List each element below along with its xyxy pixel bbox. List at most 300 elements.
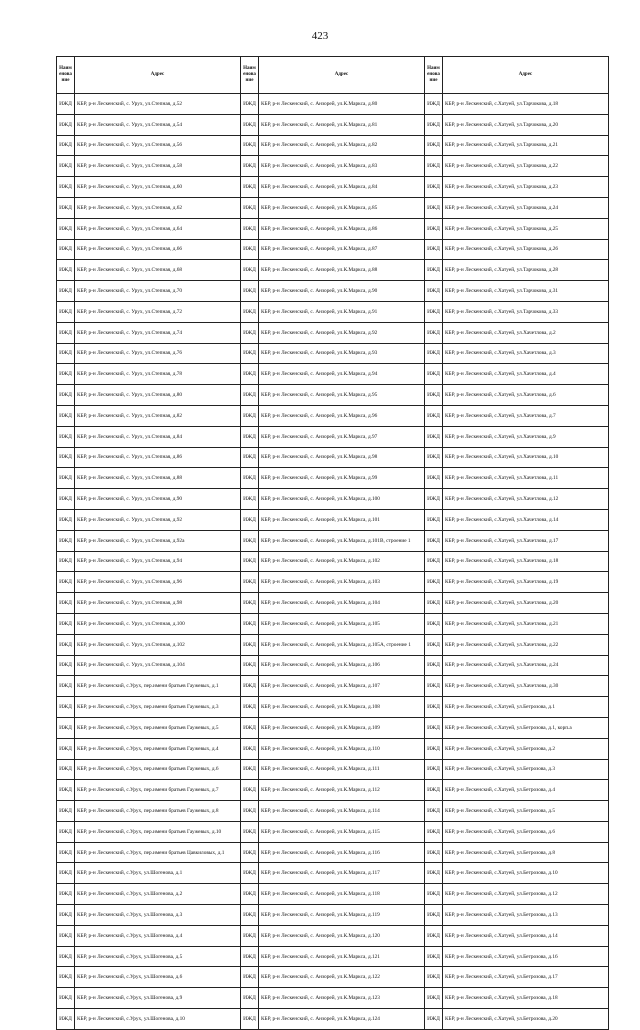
address-cell: КБР, р-н Лескенский, с.Хатуей, ул.Хачетлова, д.17 (443, 530, 609, 551)
address-cell: КБР, р-н Лескенский, с.Хатуей, ул.Хачетлова, д.30 (443, 676, 609, 697)
address-cell: КБР, р-н Лескенский, с. Урух, ул.Степная, д.76 (75, 343, 241, 364)
table-row (57, 322, 609, 343)
address-cell: КБР, р-н Лескенский, с.Хатуей, ул.Хачетлова, д.24 (443, 655, 609, 676)
object-type-cell: ИЖД (425, 780, 443, 801)
table-row (57, 156, 609, 177)
table-row (57, 177, 609, 198)
address-cell: КБР, р-н Лескенский, с. Урух, ул.Степная, д.86 (75, 447, 241, 468)
object-type-cell: ИЖД (241, 967, 259, 988)
address-cell: КБР, р-н Лескенский, с.Хатуей, ул.Бетрозова, д.3 (443, 759, 609, 780)
address-cell: КБР, р-н Лескенский, с.Хатуей, ул.Бетрозова, д.17 (443, 967, 609, 988)
object-type-cell: ИЖД (425, 905, 443, 926)
object-type-cell: ИЖД (241, 239, 259, 260)
address-cell: КБР, р-н Лескенский, с.Хатуей, ул.Хачетлова, д.2 (443, 322, 609, 343)
address-cell: КБР, р-н Лескенский, с. Анзорей, ул.К.Маркса, д.98 (259, 447, 425, 468)
address-cell: КБР, р-н Лескенский, с.Хатуей, ул.Бетрозова, д.2 (443, 738, 609, 759)
address-cell: КБР, р-н Лескенский, с.Урух, пер.имени братьев Гаужевых, д.4 (75, 738, 241, 759)
type-header: Наим енова ние (241, 57, 259, 94)
address-cell: КБР, р-н Лескенский, с. Анзорей, ул.К.Маркса, д.102 (259, 551, 425, 572)
address-cell: КБР, р-н Лескенский, с.Хатуей, ул.Бетрозова, д.1 (443, 697, 609, 718)
table-row (57, 343, 609, 364)
address-cell: КБР, р-н Лескенский, с. Анзорей, ул.К.Маркса, д.107 (259, 676, 425, 697)
object-type-cell: ИЖД (57, 676, 75, 697)
address-cell: КБР, р-н Лескенский, с. Урух, ул.Степная, д.94 (75, 551, 241, 572)
type-header: Наим енова ние (57, 57, 75, 94)
address-cell: КБР, р-н Лескенский, с.Урух, ул.Шогенова, д.6 (75, 967, 241, 988)
object-type-cell: ИЖД (425, 593, 443, 614)
address-cell: КБР, р-н Лескенский, с. Урух, ул.Степная, д.72 (75, 301, 241, 322)
table-row (57, 447, 609, 468)
object-type-cell: ИЖД (57, 946, 75, 967)
address-cell: КБР, р-н Лескенский, с.Хатуей, ул.Тарчокова, д.28 (443, 260, 609, 281)
address-cell: КБР, р-н Лескенский, с.Хатуей, ул.Бетрозова, д.1, корп.а (443, 717, 609, 738)
object-type-cell: ИЖД (57, 322, 75, 343)
address-cell: КБР, р-н Лескенский, с. Урух, ул.Степная, д.98 (75, 593, 241, 614)
object-type-cell: ИЖД (425, 697, 443, 718)
address-cell: КБР, р-н Лескенский, с. Анзорей, ул.К.Маркса, д.108 (259, 697, 425, 718)
address-cell: КБР, р-н Лескенский, с. Анзорей, ул.К.Маркса, д.124 (259, 1009, 425, 1030)
object-type-cell: ИЖД (241, 177, 259, 198)
address-cell: КБР, р-н Лескенский, с. Анзорей, ул.К.Маркса, д.114 (259, 801, 425, 822)
address-cell: КБР, р-н Лескенский, с.Хатуей, ул.Хачетлова, д.3 (443, 343, 609, 364)
address-cell: КБР, р-н Лескенский, с. Урух, ул.Степная, д.60 (75, 177, 241, 198)
object-type-cell: ИЖД (241, 94, 259, 115)
table-row (57, 135, 609, 156)
address-cell: КБР, р-н Лескенский, с. Анзорей, ул.К.Маркса, д.82 (259, 135, 425, 156)
table-row (57, 551, 609, 572)
object-type-cell: ИЖД (425, 239, 443, 260)
address-cell: КБР, р-н Лескенский, с.Хатуей, ул.Бетрозова, д.20 (443, 1009, 609, 1030)
object-type-cell: ИЖД (57, 385, 75, 406)
address-cell: КБР, р-н Лескенский, с.Хатуей, ул.Тарчокова, д.21 (443, 135, 609, 156)
address-cell: КБР, р-н Лескенский, с. Урух, ул.Степная, д.104 (75, 655, 241, 676)
address-cell: КБР, р-н Лескенский, с. Анзорей, ул.К.Маркса, д.83 (259, 156, 425, 177)
address-cell: КБР, р-н Лескенский, с. Анзорей, ул.К.Маркса, д.99 (259, 468, 425, 489)
object-type-cell: ИЖД (57, 842, 75, 863)
object-type-cell: ИЖД (57, 489, 75, 510)
object-type-cell: ИЖД (241, 905, 259, 926)
object-type-cell: ИЖД (425, 468, 443, 489)
address-cell: КБР, р-н Лескенский, с.Хатуей, ул.Тарчокова, д.23 (443, 177, 609, 198)
object-type-cell: ИЖД (57, 655, 75, 676)
address-cell: КБР, р-н Лескенский, с. Урух, ул.Степная, д.90 (75, 489, 241, 510)
address-cell: КБР, р-н Лескенский, с.Хатуей, ул.Бетрозова, д.4 (443, 780, 609, 801)
table-row (57, 197, 609, 218)
object-type-cell: ИЖД (57, 551, 75, 572)
object-type-cell: ИЖД (241, 468, 259, 489)
table-row (57, 239, 609, 260)
address-cell: КБР, р-н Лескенский, с. Анзорей, ул.К.Маркса, д.104 (259, 593, 425, 614)
address-cell: КБР, р-н Лескенский, с.Хатуей, ул.Хачетлова, д.7 (443, 405, 609, 426)
object-type-cell: ИЖД (57, 572, 75, 593)
address-cell: КБР, р-н Лескенский, с. Анзорей, ул.К.Маркса, д.123 (259, 988, 425, 1009)
object-type-cell: ИЖД (241, 842, 259, 863)
table-row (57, 260, 609, 281)
object-type-cell: ИЖД (425, 281, 443, 302)
table-row (57, 593, 609, 614)
address-cell: КБР, р-н Лескенский, с. Урух, ул.Степная, д.78 (75, 364, 241, 385)
object-type-cell: ИЖД (241, 634, 259, 655)
table-row (57, 613, 609, 634)
object-type-cell: ИЖД (57, 530, 75, 551)
object-type-cell: ИЖД (425, 197, 443, 218)
object-type-cell: ИЖД (57, 1009, 75, 1030)
address-cell: КБР, р-н Лескенский, с.Хатуей, ул.Бетрозова, д.16 (443, 946, 609, 967)
address-cell: КБР, р-н Лескенский, с.Урух, пер.имени братьев Гаужевых, д.7 (75, 780, 241, 801)
address-cell: КБР, р-н Лескенский, с.Урух, пер.имени братьев Гаужевых, д.5 (75, 717, 241, 738)
address-cell: КБР, р-н Лескенский, с. Урух, ул.Степная, д.62 (75, 197, 241, 218)
table-row (57, 468, 609, 489)
address-cell: КБР, р-н Лескенский, с.Хатуей, ул.Бетрозова, д.5 (443, 801, 609, 822)
object-type-cell: ИЖД (425, 967, 443, 988)
object-type-cell: ИЖД (57, 301, 75, 322)
object-type-cell: ИЖД (57, 988, 75, 1009)
address-cell: КБР, р-н Лескенский, с.Хатуей, ул.Хачетлова, д.19 (443, 572, 609, 593)
object-type-cell: ИЖД (241, 364, 259, 385)
object-type-cell: ИЖД (425, 821, 443, 842)
object-type-cell: ИЖД (57, 468, 75, 489)
object-type-cell: ИЖД (241, 489, 259, 510)
address-cell: КБР, р-н Лескенский, с.Хатуей, ул.Хачетлова, д.12 (443, 489, 609, 510)
address-cell: КБР, р-н Лескенский, с. Урух, ул.Степная, д.64 (75, 218, 241, 239)
object-type-cell: ИЖД (425, 738, 443, 759)
address-cell: КБР, р-н Лескенский, с.Хатуей, ул.Тарчокова, д.18 (443, 94, 609, 115)
address-cell: КБР, р-н Лескенский, с.Хатуей, ул.Бетрозова, д.13 (443, 905, 609, 926)
object-type-cell: ИЖД (57, 780, 75, 801)
address-cell: КБР, р-н Лескенский, с. Урух, ул.Степная, д.54 (75, 114, 241, 135)
object-type-cell: ИЖД (241, 426, 259, 447)
address-cell: КБР, р-н Лескенский, с. Анзорей, ул.К.Маркса, д.105А, строение 1 (259, 634, 425, 655)
address-cell: КБР, р-н Лескенский, с.Урух, пер.имени братьев Цавкиловых, д.1 (75, 842, 241, 863)
object-type-cell: ИЖД (425, 301, 443, 322)
address-cell: КБР, р-н Лескенский, с. Анзорей, ул.К.Маркса, д.80 (259, 94, 425, 115)
object-type-cell: ИЖД (57, 135, 75, 156)
address-cell: КБР, р-н Лескенский, с. Урух, ул.Степная, д.52 (75, 94, 241, 115)
object-type-cell: ИЖД (425, 676, 443, 697)
address-cell: КБР, р-н Лескенский, с. Анзорей, ул.К.Маркса, д.94 (259, 364, 425, 385)
address-cell: КБР, р-н Лескенский, с. Анзорей, ул.К.Маркса, д.103 (259, 572, 425, 593)
table-row (57, 676, 609, 697)
object-type-cell: ИЖД (241, 551, 259, 572)
address-cell: КБР, р-н Лескенский, с. Анзорей, ул.К.Маркса, д.112 (259, 780, 425, 801)
table-row (57, 697, 609, 718)
object-type-cell: ИЖД (241, 572, 259, 593)
address-cell: КБР, р-н Лескенский, с.Хатуей, ул.Бетрозова, д.6 (443, 821, 609, 842)
object-type-cell: ИЖД (241, 260, 259, 281)
object-type-cell: ИЖД (57, 197, 75, 218)
object-type-cell: ИЖД (425, 509, 443, 530)
object-type-cell: ИЖД (57, 281, 75, 302)
object-type-cell: ИЖД (425, 801, 443, 822)
object-type-cell: ИЖД (241, 322, 259, 343)
object-type-cell: ИЖД (57, 738, 75, 759)
address-cell: КБР, р-н Лескенский, с.Хатуей, ул.Хачетлова, д.18 (443, 551, 609, 572)
address-cell: КБР, р-н Лескенский, с. Анзорей, ул.К.Маркса, д.101В, строение 1 (259, 530, 425, 551)
address-cell: КБР, р-н Лескенский, с. Урух, ул.Степная, д.74 (75, 322, 241, 343)
object-type-cell: ИЖД (57, 801, 75, 822)
table-row (57, 530, 609, 551)
object-type-cell: ИЖД (425, 988, 443, 1009)
address-cell: КБР, р-н Лескенский, с. Анзорей, ул.К.Маркса, д.118 (259, 884, 425, 905)
table-header-row (57, 57, 609, 94)
address-cell: КБР, р-н Лескенский, с.Урух, пер.имени братьев Гаужевых, д.3 (75, 697, 241, 718)
address-cell: КБР, р-н Лескенский, с.Хатуей, ул.Хачетлова, д.4 (443, 364, 609, 385)
address-header: Адрес (75, 57, 241, 94)
address-cell: КБР, р-н Лескенский, с. Анзорей, ул.К.Маркса, д.111 (259, 759, 425, 780)
address-cell: КБР, р-н Лескенский, с.Урух, ул.Шогенова, д.9 (75, 988, 241, 1009)
address-cell: КБР, р-н Лескенский, с. Анзорей, ул.К.Маркса, д.95 (259, 385, 425, 406)
object-type-cell: ИЖД (241, 780, 259, 801)
address-cell: КБР, р-н Лескенский, с. Анзорей, ул.К.Маркса, д.109 (259, 717, 425, 738)
object-type-cell: ИЖД (425, 260, 443, 281)
address-cell: КБР, р-н Лескенский, с.Хатуей, ул.Хачетлова, д.20 (443, 593, 609, 614)
table-row (57, 655, 609, 676)
address-cell: КБР, р-н Лескенский, с.Урух, пер.имени братьев Гаужевых, д.6 (75, 759, 241, 780)
object-type-cell: ИЖД (241, 988, 259, 1009)
object-type-cell: ИЖД (57, 759, 75, 780)
address-cell: КБР, р-н Лескенский, с.Хатуей, ул.Хачетлова, д.9 (443, 426, 609, 447)
address-cell: КБР, р-н Лескенский, с.Урух, ул.Шогенова, д.4 (75, 925, 241, 946)
object-type-cell: ИЖД (241, 385, 259, 406)
object-type-cell: ИЖД (425, 135, 443, 156)
address-cell: КБР, р-н Лескенский, с.Хатуей, ул.Тарчокова, д.31 (443, 281, 609, 302)
object-type-cell: ИЖД (57, 218, 75, 239)
object-type-cell: ИЖД (241, 343, 259, 364)
object-type-cell: ИЖД (241, 114, 259, 135)
object-type-cell: ИЖД (241, 613, 259, 634)
object-type-cell: ИЖД (241, 884, 259, 905)
address-cell: КБР, р-н Лескенский, с.Урух, пер.имени братьев Гаужевых, д.10 (75, 821, 241, 842)
address-cell: КБР, р-н Лескенский, с. Анзорей, ул.К.Маркса, д.122 (259, 967, 425, 988)
object-type-cell: ИЖД (241, 863, 259, 884)
address-cell: КБР, р-н Лескенский, с. Анзорей, ул.К.Маркса, д.115 (259, 821, 425, 842)
table-row (57, 572, 609, 593)
object-type-cell: ИЖД (425, 343, 443, 364)
object-type-cell: ИЖД (241, 405, 259, 426)
object-type-cell: ИЖД (241, 925, 259, 946)
address-cell: КБР, р-н Лескенский, с.Хатуей, ул.Хачетлова, д.11 (443, 468, 609, 489)
address-cell: КБР, р-н Лескенский, с. Анзорей, ул.К.Маркса, д.121 (259, 946, 425, 967)
address-cell: КБР, р-н Лескенский, с.Хатуей, ул.Бетрозова, д.14 (443, 925, 609, 946)
object-type-cell: ИЖД (425, 759, 443, 780)
object-type-cell: ИЖД (241, 697, 259, 718)
address-cell: КБР, р-н Лескенский, с. Анзорей, ул.К.Маркса, д.100 (259, 489, 425, 510)
table-row (57, 738, 609, 759)
address-cell: КБР, р-н Лескенский, с. Урух, ул.Степная, д.80 (75, 385, 241, 406)
object-type-cell: ИЖД (57, 593, 75, 614)
object-type-cell: ИЖД (57, 260, 75, 281)
address-header: Адрес (259, 57, 425, 94)
object-type-cell: ИЖД (425, 717, 443, 738)
object-type-cell: ИЖД (425, 530, 443, 551)
address-cell: КБР, р-н Лескенский, с.Хатуей, ул.Бетрозова, д.12 (443, 884, 609, 905)
table-row (57, 114, 609, 135)
object-type-cell: ИЖД (425, 94, 443, 115)
object-type-cell: ИЖД (57, 634, 75, 655)
object-type-cell: ИЖД (57, 447, 75, 468)
object-type-cell: ИЖД (425, 322, 443, 343)
object-type-cell: ИЖД (425, 572, 443, 593)
table-row (57, 759, 609, 780)
address-cell: КБР, р-н Лескенский, с. Урух, ул.Степная, д.84 (75, 426, 241, 447)
object-type-cell: ИЖД (425, 613, 443, 634)
table-row (57, 509, 609, 530)
table-row (57, 218, 609, 239)
address-cell: КБР, р-н Лескенский, с. Урух, ул.Степная, д.88 (75, 468, 241, 489)
table-row (57, 905, 609, 926)
address-cell: КБР, р-н Лескенский, с.Урух, ул.Шогенова, д.5 (75, 946, 241, 967)
object-type-cell: ИЖД (57, 509, 75, 530)
address-cell: КБР, р-н Лескенский, с. Урух, ул.Степная, д.58 (75, 156, 241, 177)
address-cell: КБР, р-н Лескенский, с.Хатуей, ул.Тарчокова, д.25 (443, 218, 609, 239)
object-type-cell: ИЖД (425, 489, 443, 510)
table-row (57, 426, 609, 447)
address-cell: КБР, р-н Лескенский, с.Хатуей, ул.Хачетлова, д.14 (443, 509, 609, 530)
table-row (57, 1009, 609, 1030)
address-cell: КБР, р-н Лескенский, с. Урух, ул.Степная, д.70 (75, 281, 241, 302)
address-cell: КБР, р-н Лескенский, с.Хатуей, ул.Хачетлова, д.21 (443, 613, 609, 634)
object-type-cell: ИЖД (425, 114, 443, 135)
object-type-cell: ИЖД (57, 364, 75, 385)
object-type-cell: ИЖД (57, 156, 75, 177)
table-row (57, 946, 609, 967)
table-row (57, 281, 609, 302)
address-cell: КБР, р-н Лескенский, с. Анзорей, ул.К.Маркса, д.92 (259, 322, 425, 343)
address-cell: КБР, р-н Лескенский, с. Анзорей, ул.К.Маркса, д.87 (259, 239, 425, 260)
address-cell: КБР, р-н Лескенский, с.Урух, пер.имени братьев Гаужевых, д.8 (75, 801, 241, 822)
address-cell: КБР, р-н Лескенский, с. Урух, ул.Степная, д.56 (75, 135, 241, 156)
object-type-cell: ИЖД (241, 509, 259, 530)
address-cell: КБР, р-н Лескенский, с. Анзорей, ул.К.Маркса, д.93 (259, 343, 425, 364)
table-row (57, 634, 609, 655)
object-type-cell: ИЖД (57, 343, 75, 364)
address-cell: КБР, р-н Лескенский, с. Урух, ул.Степная, д.66 (75, 239, 241, 260)
object-type-cell: ИЖД (425, 884, 443, 905)
object-type-cell: ИЖД (241, 759, 259, 780)
object-type-cell: ИЖД (57, 967, 75, 988)
page-number: 423 (311, 30, 329, 42)
address-header: Адрес (443, 57, 609, 94)
object-type-cell: ИЖД (425, 177, 443, 198)
address-cell: КБР, р-н Лескенский, с. Урух, ул.Степная, д.82 (75, 405, 241, 426)
address-cell: КБР, р-н Лескенский, с. Анзорей, ул.К.Маркса, д.106 (259, 655, 425, 676)
address-cell: КБР, р-н Лескенский, с.Хатуей, ул.Бетрозова, д.18 (443, 988, 609, 1009)
object-type-cell: ИЖД (57, 405, 75, 426)
object-type-cell: ИЖД (241, 530, 259, 551)
object-type-cell: ИЖД (425, 551, 443, 572)
object-type-cell: ИЖД (425, 634, 443, 655)
object-type-cell: ИЖД (241, 738, 259, 759)
object-type-cell: ИЖД (241, 593, 259, 614)
table-row (57, 364, 609, 385)
table-row (57, 717, 609, 738)
address-cell: КБР, р-н Лескенский, с. Анзорей, ул.К.Маркса, д.81 (259, 114, 425, 135)
address-cell: КБР, р-н Лескенский, с. Урух, ул.Степная, д.100 (75, 613, 241, 634)
address-cell: КБР, р-н Лескенский, с. Анзорей, ул.К.Маркса, д.110 (259, 738, 425, 759)
address-cell: КБР, р-н Лескенский, с.Хатуей, ул.Хачетлова, д.22 (443, 634, 609, 655)
address-cell: КБР, р-н Лескенский, с. Урух, ул.Степная, д.102 (75, 634, 241, 655)
object-type-cell: ИЖД (241, 801, 259, 822)
object-type-cell: ИЖД (57, 905, 75, 926)
address-cell: КБР, р-н Лескенский, с.Хатуей, ул.Тарчокова, д.20 (443, 114, 609, 135)
address-cell: КБР, р-н Лескенский, с. Анзорей, ул.К.Маркса, д.86 (259, 218, 425, 239)
table-row (57, 967, 609, 988)
address-cell: КБР, р-н Лескенский, с.Урух, пер.имени братьев Гаужевых, д.1 (75, 676, 241, 697)
address-cell: КБР, р-н Лескенский, с.Хатуей, ул.Тарчокова, д.22 (443, 156, 609, 177)
table-row (57, 385, 609, 406)
table-row (57, 301, 609, 322)
address-cell: КБР, р-н Лескенский, с. Анзорей, ул.К.Маркса, д.96 (259, 405, 425, 426)
object-type-cell: ИЖД (57, 697, 75, 718)
address-cell: КБР, р-н Лескенский, с.Хатуей, ул.Бетрозова, д.10 (443, 863, 609, 884)
object-type-cell: ИЖД (241, 821, 259, 842)
object-type-cell: ИЖД (57, 925, 75, 946)
type-header: Наим енова ние (425, 57, 443, 94)
table-row (57, 863, 609, 884)
object-type-cell: ИЖД (425, 405, 443, 426)
object-type-cell: ИЖД (241, 218, 259, 239)
object-type-cell: ИЖД (241, 447, 259, 468)
object-type-cell: ИЖД (425, 364, 443, 385)
table-row (57, 489, 609, 510)
table-row (57, 925, 609, 946)
address-cell: КБР, р-н Лескенский, с.Хатуей, ул.Хачетлова, д.10 (443, 447, 609, 468)
address-cell: КБР, р-н Лескенский, с. Анзорей, ул.К.Маркса, д.119 (259, 905, 425, 926)
address-cell: КБР, р-н Лескенский, с. Анзорей, ул.К.Маркса, д.101 (259, 509, 425, 530)
address-cell: КБР, р-н Лескенский, с.Хатуей, ул.Тарчокова, д.26 (443, 239, 609, 260)
object-type-cell: ИЖД (57, 863, 75, 884)
object-type-cell: ИЖД (241, 197, 259, 218)
object-type-cell: ИЖД (241, 156, 259, 177)
object-type-cell: ИЖД (57, 239, 75, 260)
address-cell: КБР, р-н Лескенский, с.Урух, ул.Шогенова, д.3 (75, 905, 241, 926)
object-type-cell: ИЖД (425, 863, 443, 884)
object-type-cell: ИЖД (57, 613, 75, 634)
object-type-cell: ИЖД (425, 447, 443, 468)
table-row (57, 842, 609, 863)
object-type-cell: ИЖД (57, 426, 75, 447)
object-type-cell: ИЖД (425, 946, 443, 967)
object-type-cell: ИЖД (425, 218, 443, 239)
table-body (57, 94, 609, 1030)
table-row (57, 821, 609, 842)
address-cell: КБР, р-н Лескенский, с. Урух, ул.Степная, д.92 (75, 509, 241, 530)
address-cell: КБР, р-н Лескенский, с.Хатуей, ул.Бетрозова, д.8 (443, 842, 609, 863)
object-type-cell: ИЖД (241, 655, 259, 676)
object-type-cell: ИЖД (57, 114, 75, 135)
object-type-cell: ИЖД (425, 156, 443, 177)
object-type-cell: ИЖД (241, 301, 259, 322)
address-cell: КБР, р-н Лескенский, с. Анзорей, ул.К.Маркса, д.117 (259, 863, 425, 884)
address-cell: КБР, р-н Лескенский, с.Хатуей, ул.Хачетлова, д.6 (443, 385, 609, 406)
table-row (57, 988, 609, 1009)
object-type-cell: ИЖД (241, 717, 259, 738)
table-row (57, 94, 609, 115)
address-cell: КБР, р-н Лескенский, с. Анзорей, ул.К.Маркса, д.85 (259, 197, 425, 218)
table-row (57, 801, 609, 822)
object-type-cell: ИЖД (425, 925, 443, 946)
address-cell: КБР, р-н Лескенский, с. Анзорей, ул.К.Маркса, д.91 (259, 301, 425, 322)
address-cell: КБР, р-н Лескенский, с.Урух, ул.Шогенова, д.10 (75, 1009, 241, 1030)
address-cell: КБР, р-н Лескенский, с.Урух, ул.Шогенова, д.2 (75, 884, 241, 905)
address-cell: КБР, р-н Лескенский, с. Урух, ул.Степная, д.92а (75, 530, 241, 551)
address-cell: КБР, р-н Лескенский, с.Хатуей, ул.Тарчокова, д.33 (443, 301, 609, 322)
object-type-cell: ИЖД (57, 717, 75, 738)
address-cell: КБР, р-н Лескенский, с. Анзорей, ул.К.Маркса, д.97 (259, 426, 425, 447)
address-cell: КБР, р-н Лескенский, с. Анзорей, ул.К.Маркса, д.84 (259, 177, 425, 198)
address-cell: КБР, р-н Лескенский, с. Урух, ул.Степная, д.96 (75, 572, 241, 593)
object-type-cell: ИЖД (57, 94, 75, 115)
